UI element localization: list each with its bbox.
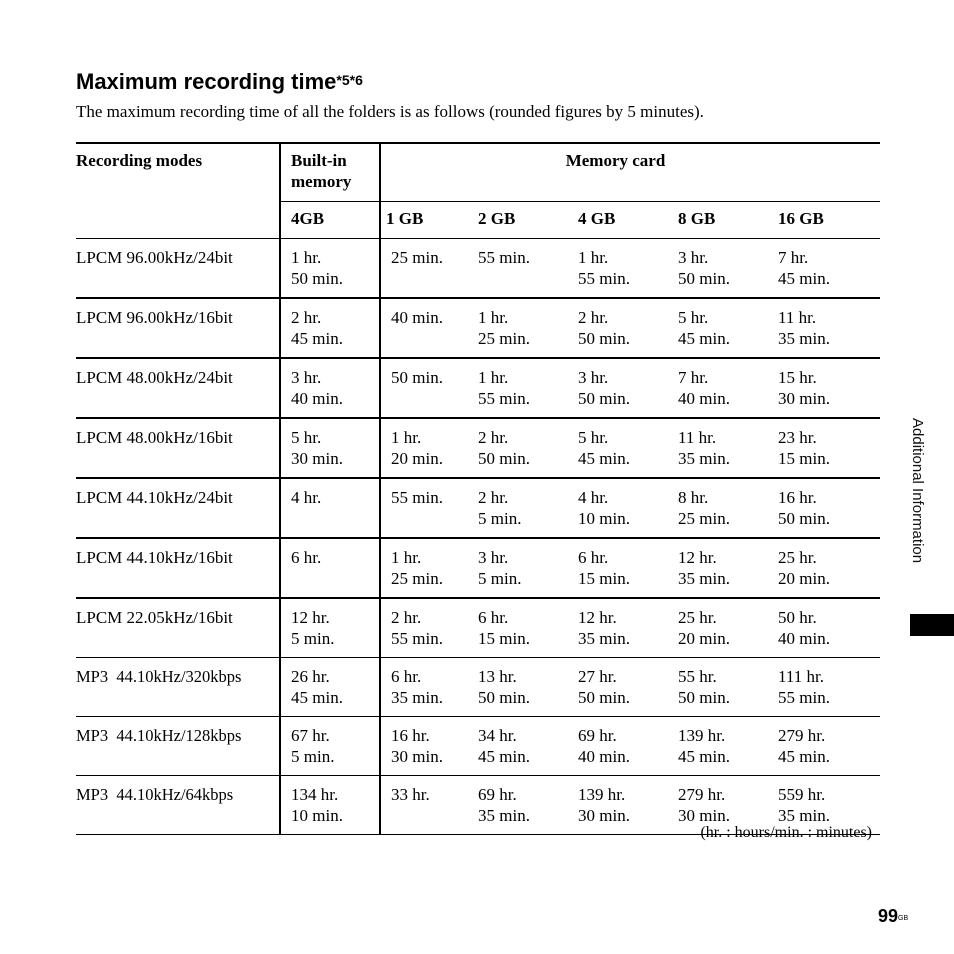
memory-card-cell: 139 hr. 45 min. <box>668 717 768 776</box>
memory-card-cell: 23 hr. 15 min. <box>768 418 880 478</box>
memory-card-cell: 2 hr. 55 min. <box>380 598 468 658</box>
memory-card-cell: 11 hr. 35 min. <box>768 298 880 358</box>
header-memory-card: Memory card <box>380 143 880 202</box>
section-title <box>76 68 363 98</box>
header-capacity: 4GB <box>280 202 380 239</box>
memory-card-cell: 1 hr. 20 min. <box>380 418 468 478</box>
recording-mode-cell: MP3 44.10kHz/64kbps <box>76 776 280 835</box>
memory-card-cell: 8 hr. 25 min. <box>668 478 768 538</box>
recording-time-table <box>76 142 880 835</box>
built-in-memory-cell: 67 hr. 5 min. <box>280 717 380 776</box>
table-row <box>76 358 880 418</box>
built-in-memory-cell: 6 hr. <box>280 538 380 598</box>
memory-card-cell: 11 hr. 35 min. <box>668 418 768 478</box>
header-capacity: 2 GB <box>468 202 568 239</box>
header-recording-modes: Recording modes <box>76 143 280 239</box>
memory-card-cell: 12 hr. 35 min. <box>568 598 668 658</box>
recording-mode-cell: LPCM 96.00kHz/16bit <box>76 298 280 358</box>
memory-card-cell: 2 hr. 5 min. <box>468 478 568 538</box>
table-row <box>76 598 880 658</box>
memory-card-cell: 13 hr. 50 min. <box>468 658 568 717</box>
memory-card-cell: 4 hr. 10 min. <box>568 478 668 538</box>
memory-card-cell: 6 hr. 35 min. <box>380 658 468 717</box>
recording-mode-cell: LPCM 48.00kHz/16bit <box>76 418 280 478</box>
memory-card-cell: 279 hr. 30 min. <box>668 776 768 835</box>
table-row <box>76 478 880 538</box>
memory-card-cell: 1 hr. 25 min. <box>468 298 568 358</box>
memory-card-cell: 6 hr. 15 min. <box>468 598 568 658</box>
memory-card-cell: 5 hr. 45 min. <box>668 298 768 358</box>
built-in-memory-cell: 12 hr. 5 min. <box>280 598 380 658</box>
memory-card-cell: 5 hr. 45 min. <box>568 418 668 478</box>
recording-mode-cell: LPCM 44.10kHz/16bit <box>76 538 280 598</box>
memory-card-cell: 12 hr. 35 min. <box>668 538 768 598</box>
table-row <box>76 239 880 299</box>
table-row <box>76 538 880 598</box>
memory-card-cell: 6 hr. 15 min. <box>568 538 668 598</box>
memory-card-cell: 55 hr. 50 min. <box>668 658 768 717</box>
memory-card-cell: 111 hr. 55 min. <box>768 658 880 717</box>
memory-card-cell: 27 hr. 50 min. <box>568 658 668 717</box>
recording-mode-cell: LPCM 96.00kHz/24bit <box>76 239 280 299</box>
memory-card-cell: 69 hr. 40 min. <box>568 717 668 776</box>
memory-card-cell: 50 min. <box>380 358 468 418</box>
memory-card-cell: 279 hr. 45 min. <box>768 717 880 776</box>
recording-mode-cell: LPCM 48.00kHz/24bit <box>76 358 280 418</box>
table-row <box>76 298 880 358</box>
footnote-marks: *5*6 <box>336 72 363 88</box>
header-capacity: 1 GB <box>380 202 468 239</box>
header-capacity: 4 GB <box>568 202 668 239</box>
built-in-memory-cell: 134 hr. 10 min. <box>280 776 380 835</box>
side-section-tab <box>910 614 954 636</box>
built-in-memory-cell: 5 hr. 30 min. <box>280 418 380 478</box>
table-row <box>76 717 880 776</box>
memory-card-cell: 559 hr. 35 min. <box>768 776 880 835</box>
memory-card-cell: 34 hr. 45 min. <box>468 717 568 776</box>
memory-card-cell: 25 min. <box>380 239 468 299</box>
header-built-in-memory: Built-in memory <box>280 143 380 202</box>
memory-card-cell: 33 hr. <box>380 776 468 835</box>
built-in-memory-cell: 26 hr. 45 min. <box>280 658 380 717</box>
memory-card-cell: 3 hr. 5 min. <box>468 538 568 598</box>
recording-mode-cell: LPCM 22.05kHz/16bit <box>76 598 280 658</box>
intro-paragraph: The maximum recording time of all the folders is as follows (rounded figures by 5 minutes). <box>76 102 704 121</box>
memory-card-cell: 69 hr. 35 min. <box>468 776 568 835</box>
memory-card-cell: 1 hr. 55 min. <box>568 239 668 299</box>
side-section-label: Additional Information <box>909 418 926 564</box>
memory-card-cell: 16 hr. 50 min. <box>768 478 880 538</box>
memory-card-cell: 1 hr. 55 min. <box>468 358 568 418</box>
section-title-text: Maximum recording time <box>76 69 337 94</box>
page-number: $99^{GB}$ <box>878 906 909 926</box>
memory-card-cell: 1 hr. 25 min. <box>380 538 468 598</box>
memory-card-cell: 3 hr. 50 min. <box>668 239 768 299</box>
memory-card-cell: 3 hr. 50 min. <box>568 358 668 418</box>
memory-card-cell: 2 hr. 50 min. <box>568 298 668 358</box>
memory-card-cell: 7 hr. 45 min. <box>768 239 880 299</box>
memory-card-cell: 55 min. <box>380 478 468 538</box>
built-in-memory-cell: 1 hr. 50 min. <box>280 239 380 299</box>
recording-mode-cell: MP3 44.10kHz/128kbps <box>76 717 280 776</box>
memory-card-cell: 2 hr. 50 min. <box>468 418 568 478</box>
units-note: (hr. : hours/min. : minutes) <box>700 824 872 841</box>
memory-card-cell: 15 hr. 30 min. <box>768 358 880 418</box>
table-row <box>76 658 880 717</box>
built-in-memory-cell: 3 hr. 40 min. <box>280 358 380 418</box>
built-in-memory-cell: 2 hr. 45 min. <box>280 298 380 358</box>
memory-card-cell: 25 hr. 20 min. <box>668 598 768 658</box>
memory-card-cell: 16 hr. 30 min. <box>380 717 468 776</box>
recording-mode-cell: LPCM 44.10kHz/24bit <box>76 478 280 538</box>
memory-card-cell: 50 hr. 40 min. <box>768 598 880 658</box>
header-capacity: 8 GB <box>668 202 768 239</box>
table-row <box>76 418 880 478</box>
memory-card-cell: 40 min. <box>380 298 468 358</box>
memory-card-cell: 7 hr. 40 min. <box>668 358 768 418</box>
built-in-memory-cell: 4 hr. <box>280 478 380 538</box>
memory-card-cell: 25 hr. 20 min. <box>768 538 880 598</box>
memory-card-cell: 55 min. <box>468 239 568 299</box>
recording-mode-cell: MP3 44.10kHz/320kbps <box>76 658 280 717</box>
memory-card-cell: 139 hr. 30 min. <box>568 776 668 835</box>
header-capacity: 16 GB <box>768 202 880 239</box>
